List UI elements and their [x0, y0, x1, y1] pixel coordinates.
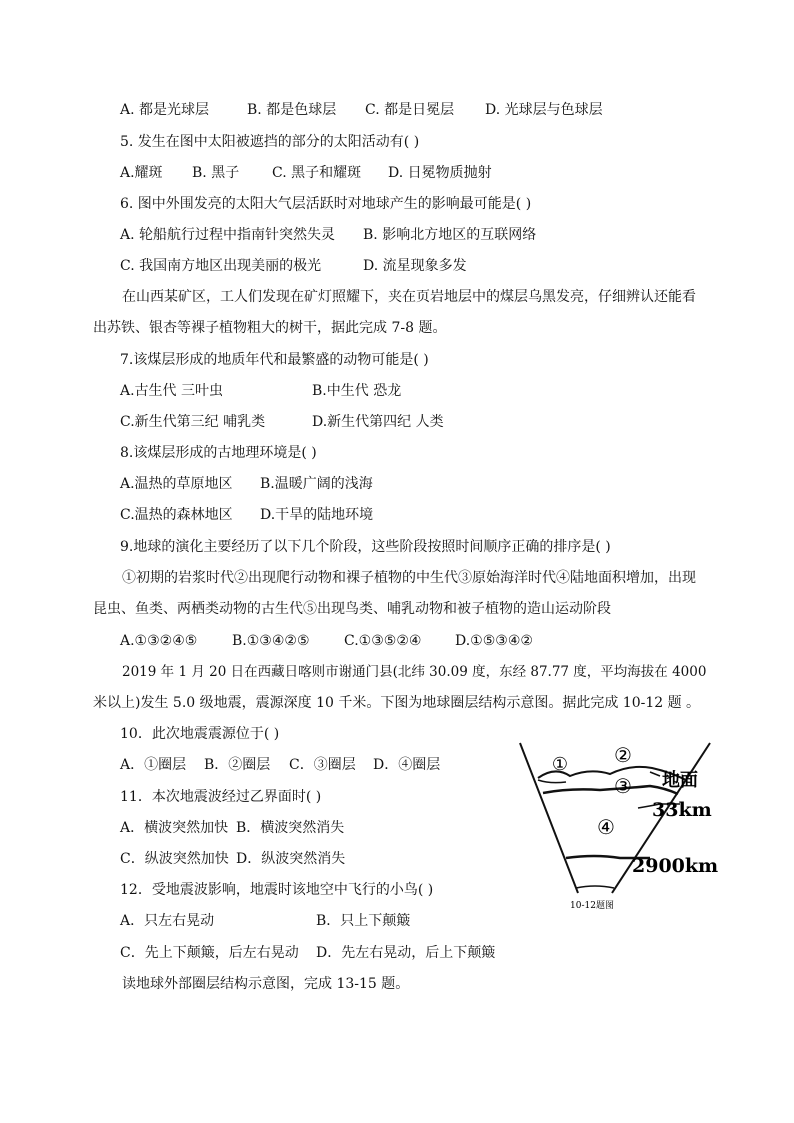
- label-surface: 地面: [662, 770, 698, 791]
- q6-option-b: B. 影响北方地区的互联网络: [363, 227, 537, 243]
- q11-option-d: D．纵波突然消失: [236, 851, 346, 867]
- q10-option-b: B．②圈层: [204, 757, 271, 773]
- marker-2: ②: [614, 743, 632, 767]
- q5-option-b: B. 黑子: [192, 165, 240, 181]
- q10-option-c: C．③圈层: [289, 757, 356, 773]
- q11-stem: 11．本次地震波经过乙界面时( ): [120, 789, 322, 805]
- marker-4: ④: [597, 815, 615, 839]
- q8-stem: 8.该煤层形成的古地理环境是( ): [120, 445, 317, 461]
- passage-10-12-line-1: 2019 年 1 月 20 日在西藏日喀则市谢通门县(北纬 30.09 度，东经 87.77 度，平均海拔在 4000: [122, 664, 707, 680]
- passage-13-15: 读地球外部圈层结构示意图，完成 13-15 题。: [122, 976, 410, 992]
- q4-option-d: D. 光球层与色球层: [485, 102, 603, 118]
- q7-option-a: A.古生代 三叶虫: [120, 383, 224, 399]
- q9-option-d: D.①⑤③④②: [455, 633, 533, 649]
- q12-option-c: C．先上下颠簸，后左右晃动: [120, 945, 299, 961]
- passage-10-12-line-2: 米以上)发生 5.0 级地震，震源深度 10 千米。下图为地球圈层结构示意图。据此完成 10-12 题 。: [93, 695, 701, 711]
- marker-3: ③: [614, 774, 632, 798]
- q10-option-d: D．④圈层: [373, 757, 441, 773]
- q4-option-a: A. 都是光球层: [120, 102, 210, 118]
- label-33km: 33km: [652, 799, 712, 821]
- q8-option-d: D.干旱的陆地环境: [260, 507, 374, 523]
- q7-option-b: B.中生代 恐龙: [312, 383, 402, 399]
- q8-option-a: A.温热的草原地区: [120, 476, 233, 492]
- q9-option-c: C.①③⑤②④: [344, 633, 422, 649]
- q8-option-c: C.温热的森林地区: [120, 507, 233, 523]
- q8-option-b: B.温暖广阔的浅海: [260, 476, 373, 492]
- core-arc: [576, 886, 614, 888]
- q9-option-a: A.①③②④⑤: [120, 633, 198, 649]
- passage-7-8-line-2: 出苏铁、银杏等裸子植物粗大的树干，据此完成 7-8 题。: [93, 320, 447, 336]
- q11-option-b: B．横波突然消失: [236, 820, 345, 836]
- q12-option-a: A．只左右晃动: [120, 913, 215, 929]
- passage-7-8-line-1: 在山西某矿区，工人们发现在矿灯照耀下，夹在页岩地层中的煤层乌黑发亮，仔细辨认还能看: [122, 289, 696, 305]
- q9-body-line-1: ①初期的岩浆时代②出现爬行动物和裸子植物的中生代③原始海洋时代④陆地面积增加，出现: [122, 570, 696, 586]
- q6-option-a: A. 轮船航行过程中指南针突然失灵: [120, 227, 336, 243]
- q6-stem: 6. 图中外围发亮的太阳大气层活跃时对地球产生的影响最可能是( ): [120, 196, 532, 212]
- q7-option-c: C.新生代第三纪 哺乳类: [120, 414, 266, 430]
- q5-option-d: D. 日冕物质抛射: [388, 165, 492, 181]
- q4-option-b: B. 都是色球层: [247, 102, 337, 118]
- q4-option-c: C. 都是日冕层: [365, 102, 455, 118]
- pointer-surface: [650, 772, 660, 776]
- q9-option-b: B.①③④②⑤: [232, 633, 310, 649]
- diagram-caption: 10-12题图: [570, 901, 614, 911]
- q11-option-c: C．纵波突然加快: [120, 851, 229, 867]
- q5-stem: 5. 发生在图中太阳被遮挡的部分的太阳活动有( ): [120, 134, 420, 150]
- moho-line: [543, 786, 678, 794]
- q7-stem: 7.该煤层形成的地质年代和最繁盛的动物可能是( ): [120, 352, 429, 368]
- q5-option-a: A.耀斑: [120, 165, 163, 181]
- q6-option-c: C. 我国南方地区出现美丽的极光: [120, 258, 322, 274]
- q10-option-a: A．①圈层: [120, 757, 187, 773]
- q12-stem: 12．受地震波影响，地震时该地空中飞行的小鸟( ): [120, 882, 434, 898]
- ocean-line: [538, 780, 566, 783]
- label-2900km: 2900km: [632, 855, 719, 877]
- q12-option-b: B．只上下颠簸: [316, 913, 411, 929]
- marker-1: ①: [551, 754, 569, 775]
- q11-option-a: A．横波突然加快: [120, 820, 229, 836]
- q9-body-line-2: 昆虫、鱼类、两栖类动物的古生代⑤出现鸟类、哺乳动物和被子植物的造山运动阶段: [93, 601, 611, 617]
- q7-option-d: D.新生代第四纪 人类: [312, 414, 444, 430]
- q5-option-c: C. 黑子和耀斑: [272, 165, 362, 181]
- diagram-left-edge: [520, 743, 578, 893]
- earth-layer-diagram: [510, 738, 740, 913]
- q9-stem: 9.地球的演化主要经历了以下几个阶段，这些阶段按照时间顺序正确的排序是( ): [120, 539, 611, 555]
- q6-option-d: D. 流星现象多发: [363, 258, 467, 274]
- q12-option-d: D．先左右晃动，后上下颠簸: [316, 945, 496, 961]
- q10-stem: 10．此次地震震源位于( ): [120, 726, 280, 742]
